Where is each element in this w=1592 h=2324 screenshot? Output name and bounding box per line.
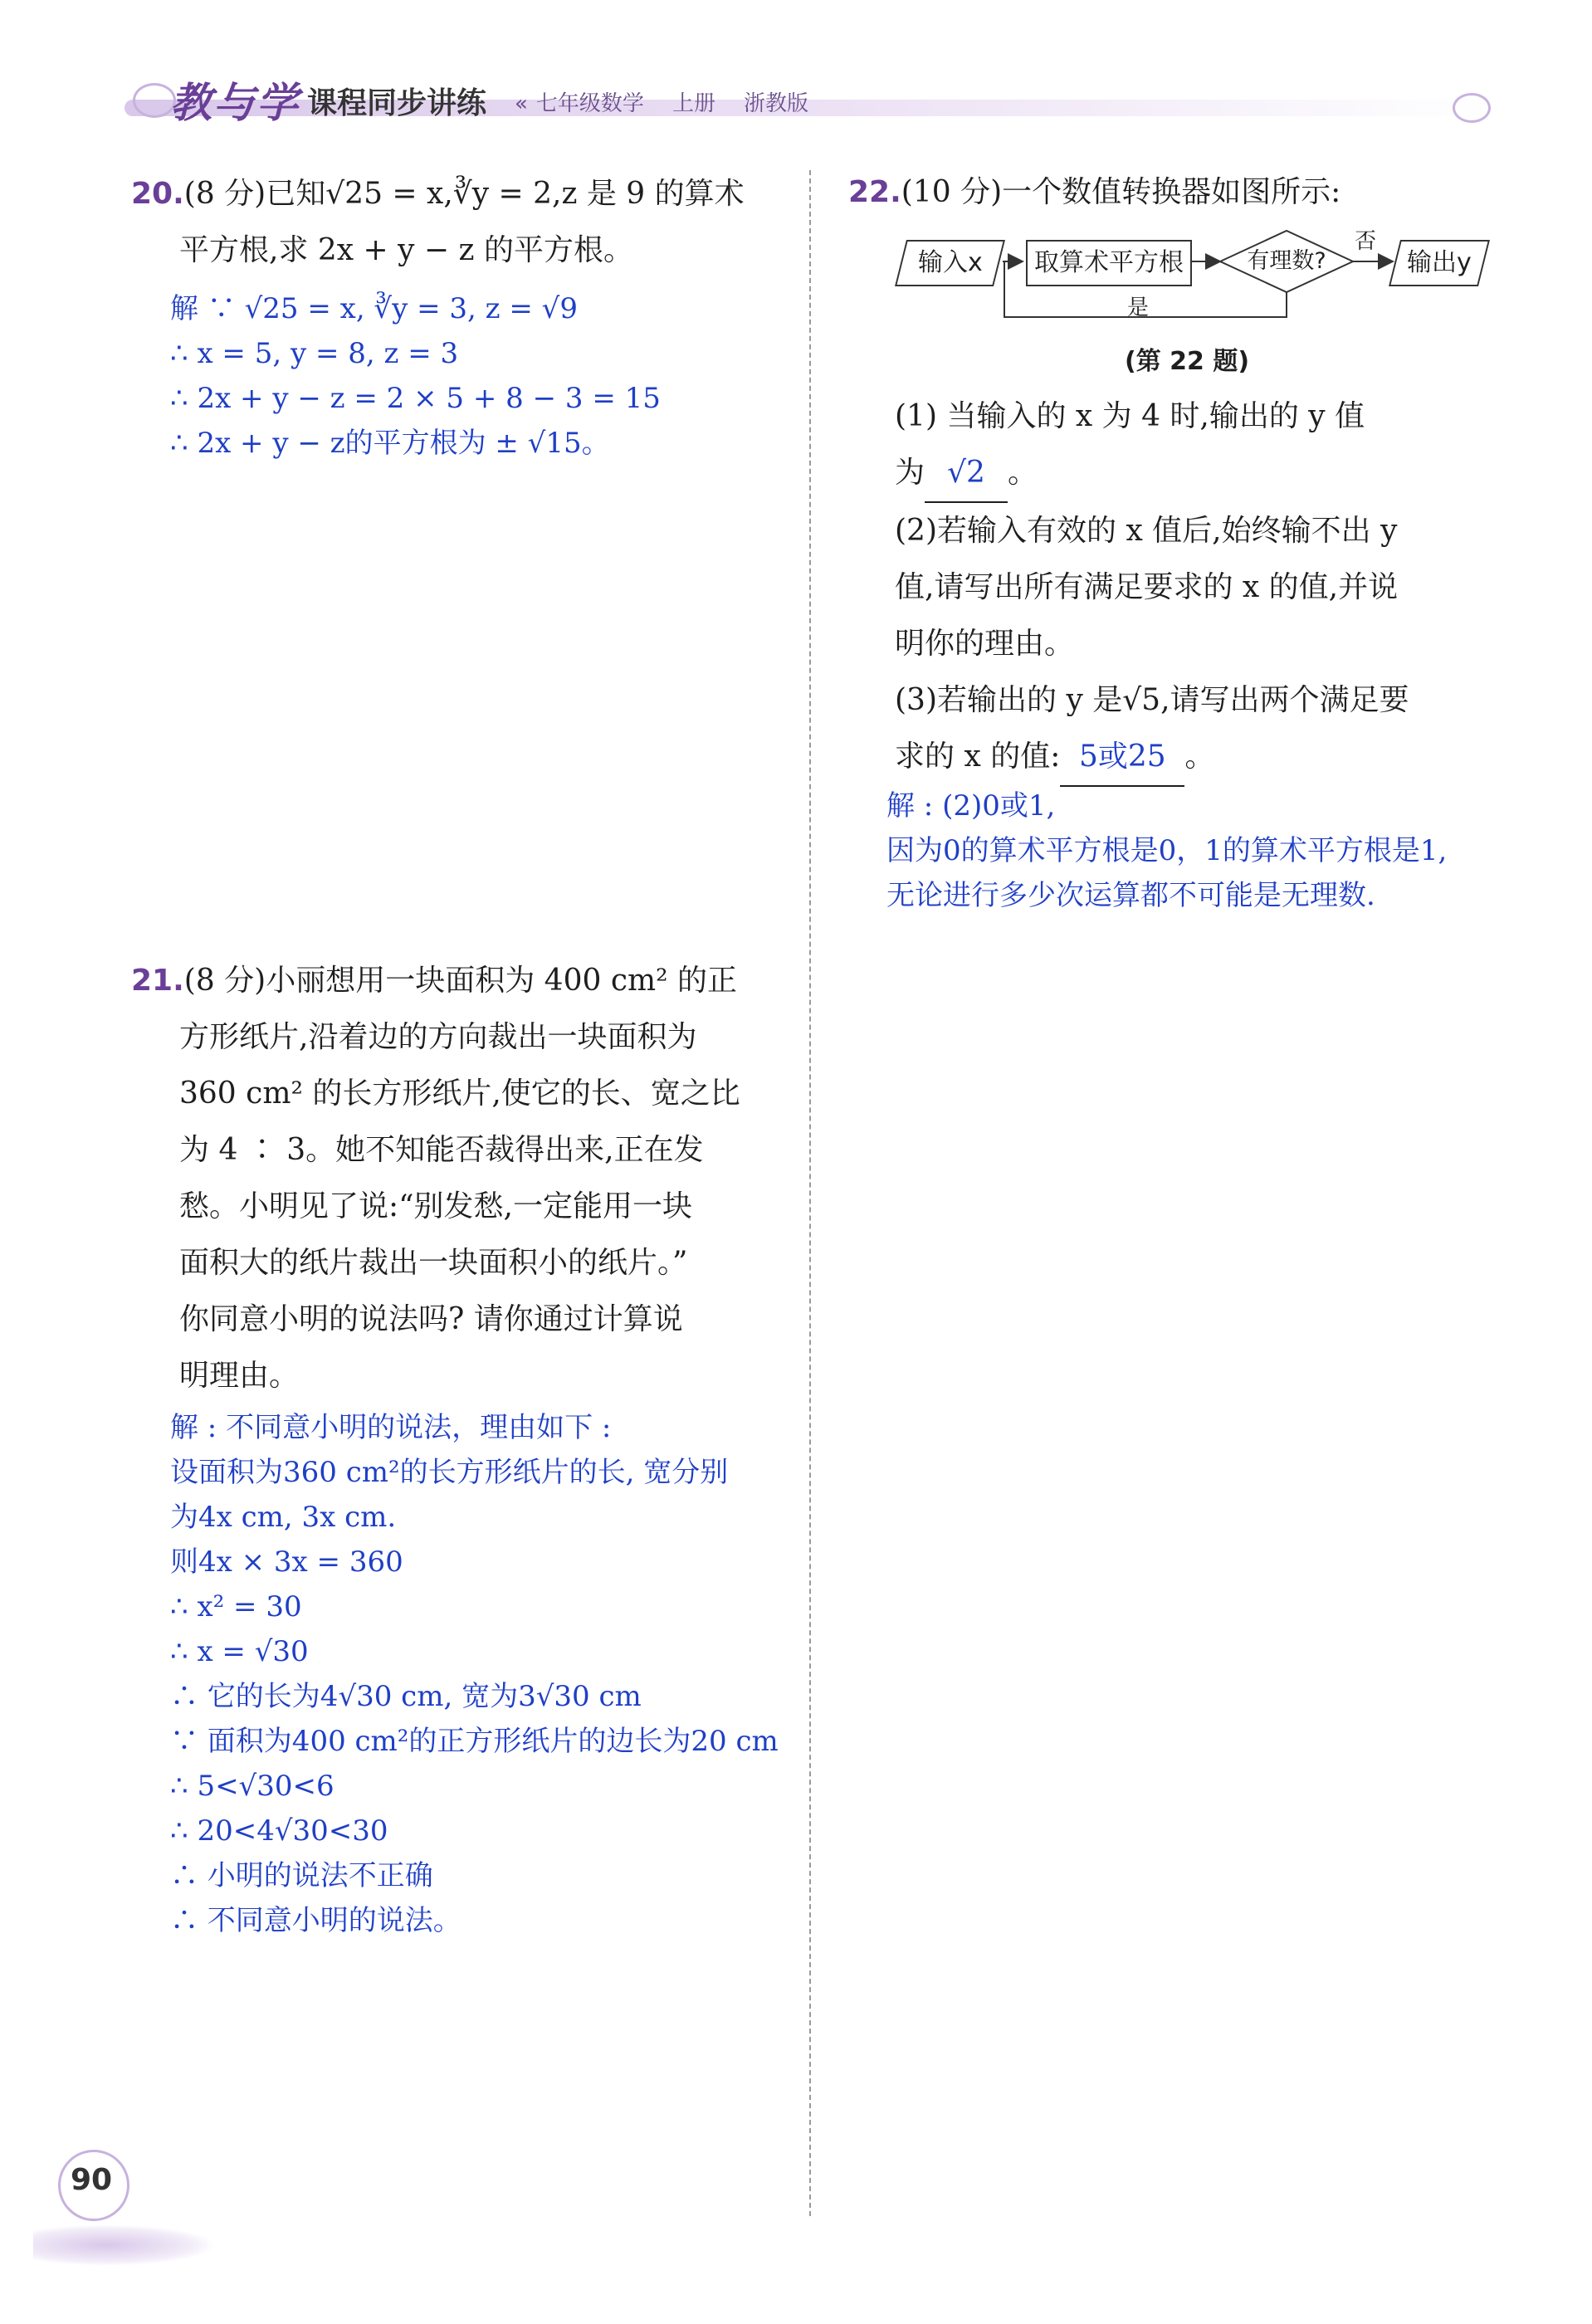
brand-logo: 教与学 — [170, 78, 300, 127]
answer-line: ∴ x = 5, y = 8, z = 3 — [170, 337, 459, 370]
answer-line: 无论进行多少次运算都不可能是无理数. — [886, 879, 1375, 912]
question-21-line: 愁。小明见了说:“别发愁,一定能用一块 — [179, 1189, 692, 1223]
answer-line: ∴ 2x + y − z = 2 × 5 + 8 − 3 = 15 — [170, 382, 661, 415]
volume-label: 上册 — [671, 91, 715, 116]
figure-caption: (第 22 题) — [1125, 347, 1250, 376]
question-text: (10 分)一个数值转换器如图所示: — [901, 175, 1341, 209]
part-3-line: (3)若输出的 y 是√5,请写出两个满足要 — [895, 683, 1409, 717]
answer-line: ∴ x = √30 — [170, 1635, 309, 1668]
answer-line: ∴ 5<√30<6 — [170, 1770, 335, 1803]
answer-20 — [170, 286, 801, 466]
question-21 — [131, 953, 795, 1404]
answer-line: ∴ 小明的说法不正确 — [170, 1859, 433, 1892]
question-22-parts — [895, 388, 1509, 787]
part-1-answer-blank: √2 — [925, 445, 1008, 503]
answer-line: 则4x × 3x = 360 — [170, 1545, 403, 1579]
question-21-line: 为 4 ∶ 3。她不知能否裁得出来,正在发 — [179, 1133, 704, 1167]
page-number-decoration — [33, 2224, 216, 2266]
question-text: (8 分)已知√25 = x,∛y = 2,z 是 9 的算术 — [183, 177, 745, 211]
question-21-line: 360 cm² 的长方形纸片,使它的长、宽之比 — [179, 1077, 740, 1111]
question-21-line: 你同意小明的说法吗? 请你通过计算说 — [179, 1302, 683, 1336]
answer-line: ∵ 面积为400 cm²的正方形纸片的边长为20 cm — [170, 1725, 779, 1758]
part-1-line: (1) 当输入的 x 为 4 时,输出的 y 值 — [895, 399, 1365, 433]
part-2-line: (2)若输入有效的 x 值后,始终输不出 y — [895, 514, 1398, 548]
question-text: (8 分)小丽想用一块面积为 400 cm² 的正 — [183, 964, 737, 998]
part-3-suffix: 。 — [1184, 740, 1215, 774]
flowchart-input — [895, 240, 1005, 286]
answer-line: ∴ 20<4√30<30 — [170, 1814, 388, 1848]
part-1-prefix: 为 — [895, 456, 925, 490]
flowchart-no-label: 否 — [1355, 229, 1377, 254]
flowchart-output-label: 输出y — [1407, 248, 1472, 277]
part-3-answer-line — [895, 729, 1509, 787]
grade-label: 七年级数学 — [535, 91, 644, 116]
answer-line: 解 : 不同意小明的说法，理由如下 : — [170, 1411, 612, 1444]
flowchart-yes-label: 是 — [1127, 295, 1150, 320]
answer-line: 解 : (2)0或1, — [886, 789, 1056, 823]
answer-line: ∴ 2x + y − z的平方根为 ± √15。 — [170, 427, 610, 460]
header-swirl-right — [1453, 93, 1491, 123]
answer-line: 因为0的算术平方根是0，1的算术平方根是1, — [886, 834, 1448, 867]
edition-label: 浙教版 — [743, 91, 808, 116]
part-1-answer-line — [895, 445, 1509, 503]
part-3-prefix: 求的 x 的值: — [895, 740, 1061, 774]
question-22-intro — [848, 164, 1341, 221]
flowchart-process — [1026, 240, 1192, 286]
header-marker: « — [515, 91, 528, 116]
answer-line: 为4x cm, 3x cm. — [170, 1501, 397, 1534]
answer-22 — [886, 784, 1534, 918]
question-20-line: 平方根,求 2x + y − z 的平方根。 — [179, 233, 633, 267]
page-number: 90 — [70, 2163, 113, 2197]
flowchart-process-label: 取算术平方根 — [1034, 248, 1184, 277]
book-title: 课程同步讲练 — [307, 86, 487, 120]
book-meta — [515, 86, 837, 117]
part-1-suffix: 。 — [1008, 456, 1038, 490]
answer-line: ∴ 它的长为4√30 cm, 宽为3√30 cm — [170, 1680, 642, 1713]
question-21-line: 明理由。 — [179, 1359, 300, 1393]
answer-line: ∴ 不同意小明的说法。 — [170, 1904, 461, 1937]
part-2-line: 明你的理由。 — [895, 627, 1075, 661]
flowchart-decision: 有理数? — [1247, 248, 1326, 274]
question-21-line — [131, 953, 795, 1009]
question-20 — [131, 166, 787, 279]
flowchart-output — [1389, 240, 1490, 286]
answer-line: ∴ x² = 30 — [170, 1590, 302, 1623]
part-2-line: 值,请写出所有满足要求的 x 的值,并说 — [895, 570, 1399, 604]
answer-line: 解 ∵ √25 = x, ∛y = 3, z = √9 — [170, 292, 578, 325]
question-number: 21. — [131, 964, 184, 998]
flowchart-input-label: 输入x — [917, 248, 983, 277]
question-number: 20. — [131, 177, 184, 211]
question-21-line: 方形纸片,沿着边的方向裁出一块面积为 — [179, 1020, 697, 1054]
question-20-line — [131, 166, 787, 222]
part-3-answer-blank: 5或25 — [1060, 729, 1184, 787]
question-21-line: 面积大的纸片裁出一块面积小的纸片。” — [179, 1246, 688, 1280]
column-divider — [809, 170, 811, 2216]
question-number: 22. — [848, 175, 901, 209]
answer-line: 设面积为360 cm²的长方形纸片的长, 宽分别 — [170, 1456, 729, 1489]
answer-21 — [170, 1405, 801, 1943]
